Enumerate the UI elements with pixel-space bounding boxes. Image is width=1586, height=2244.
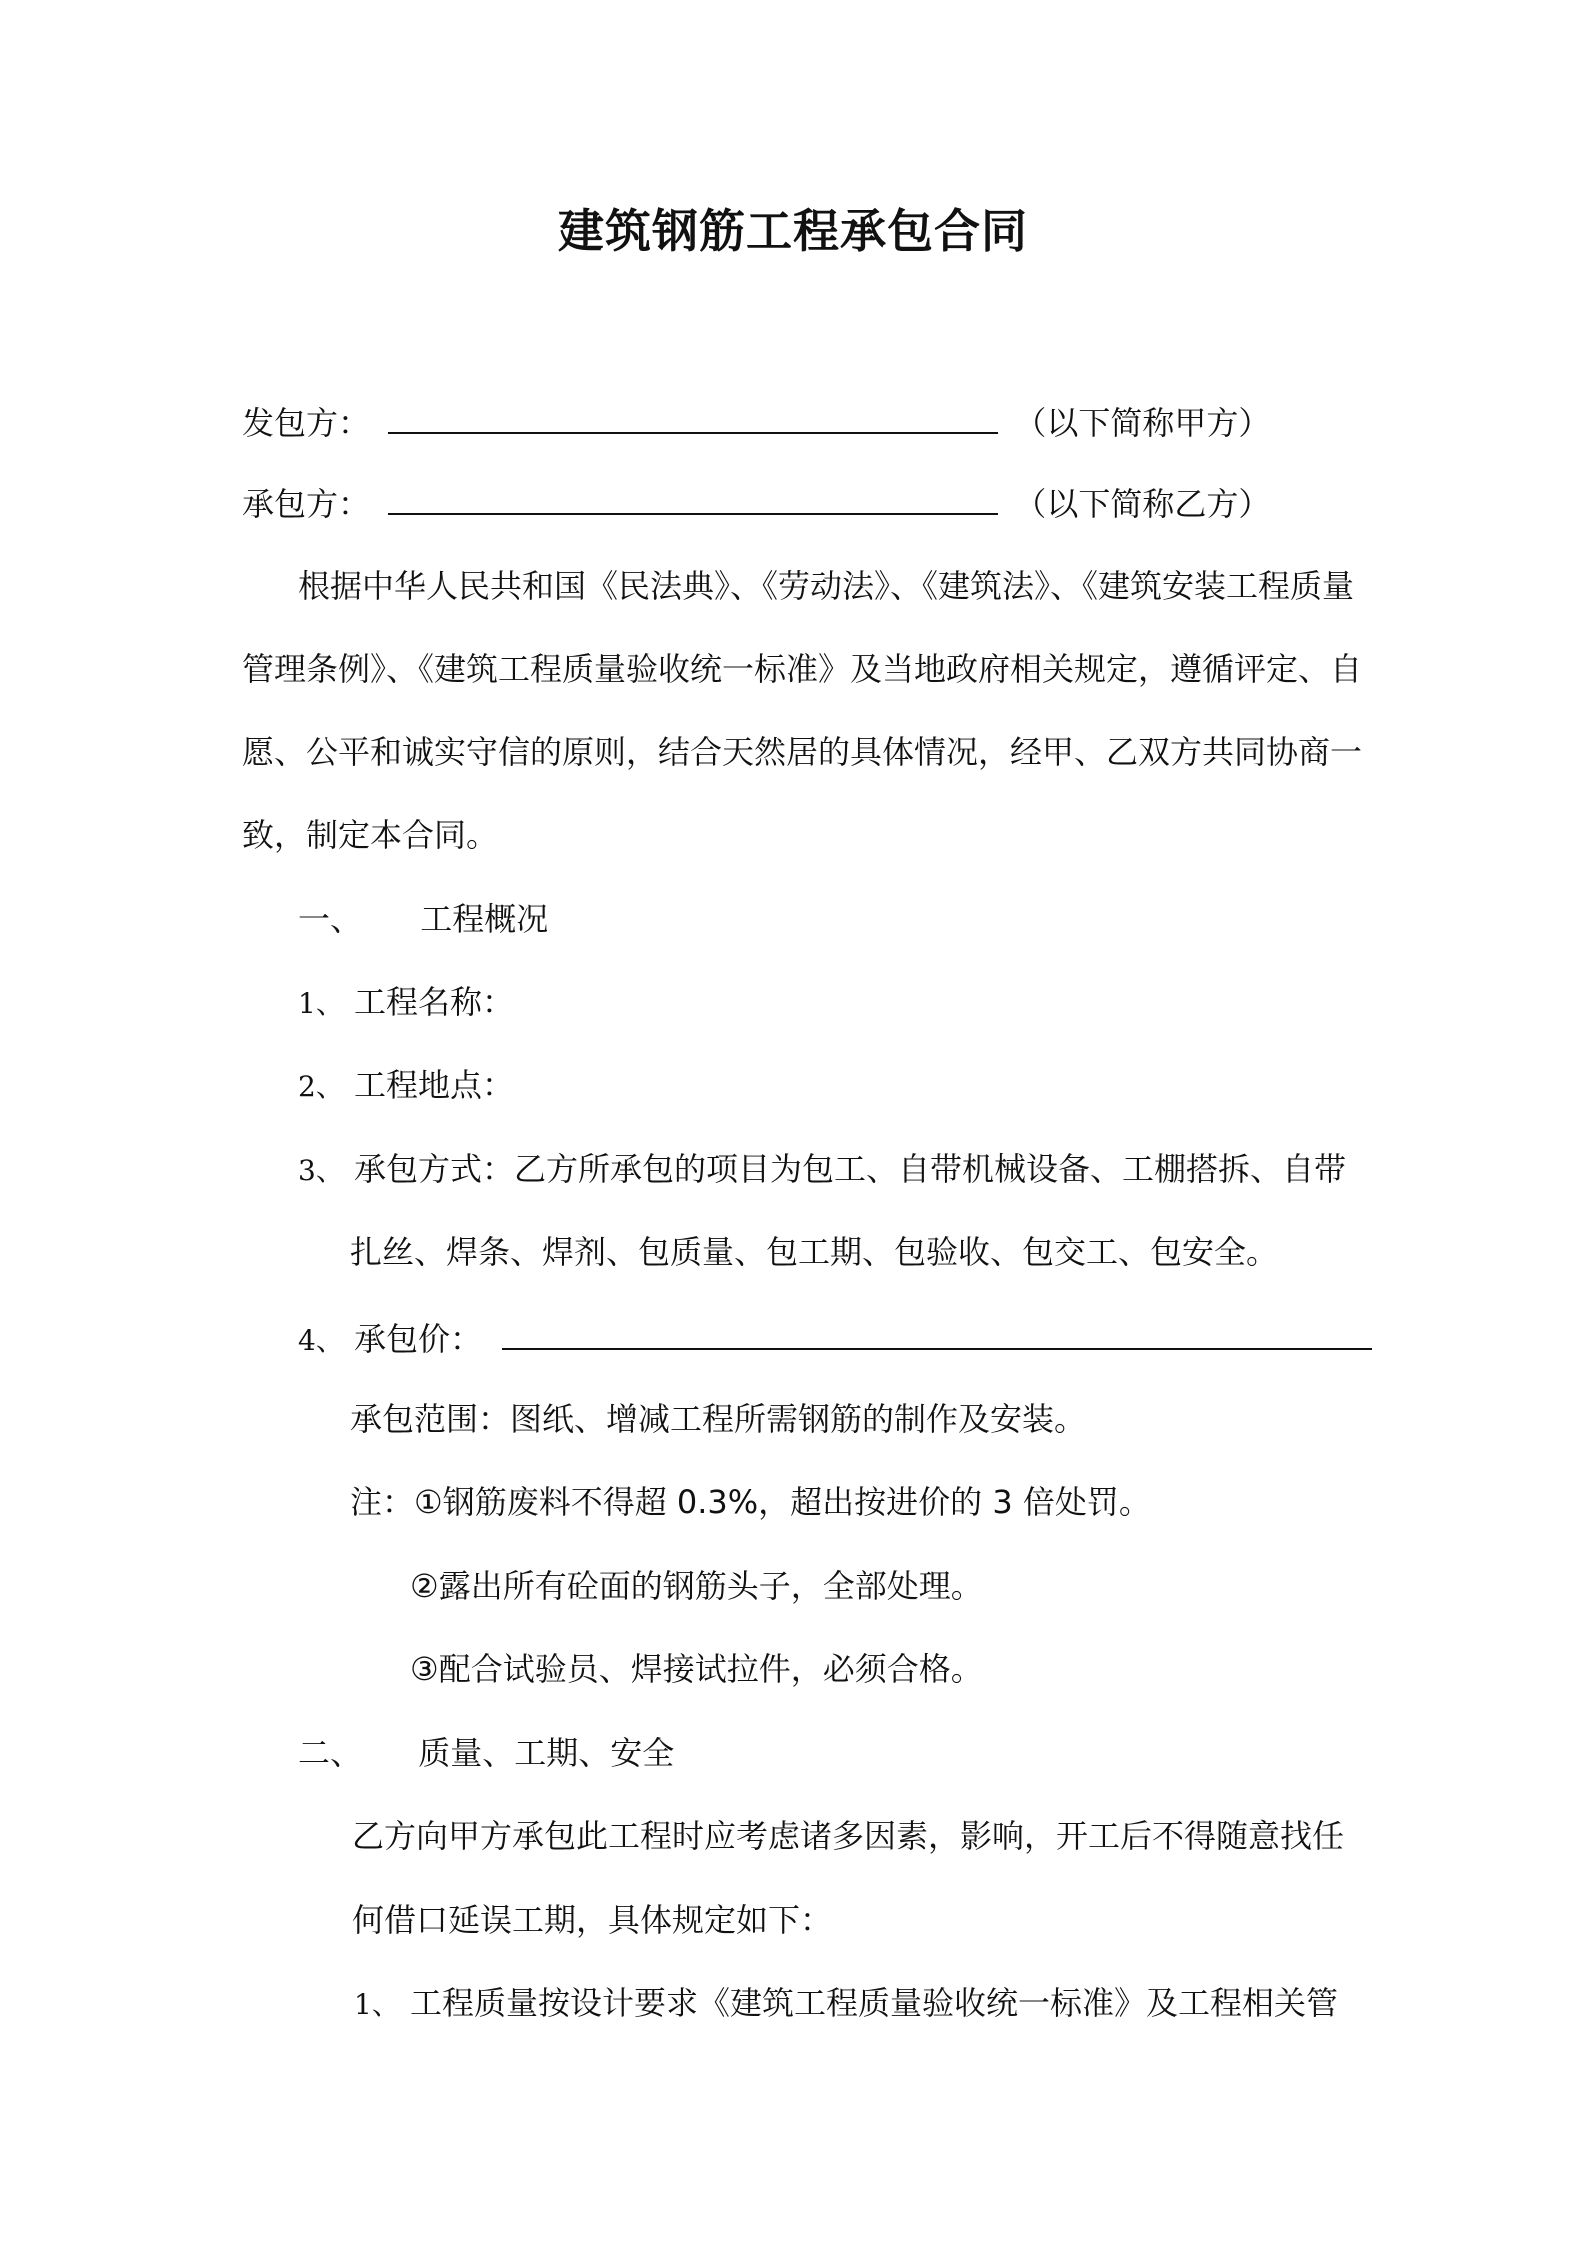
- item-2-text: 工程地点：: [354, 1066, 515, 1104]
- item-1-text: 工程名称：: [354, 983, 515, 1021]
- section-1-heading: [298, 900, 549, 938]
- note-2: ②露出所有砼面的钢筋头子，全部处理。: [410, 1567, 983, 1605]
- employer-label: 发包方：: [242, 404, 371, 442]
- item-3-number: 3、: [298, 1154, 344, 1187]
- section-2-item-1-text: 工程质量按设计要求《建筑工程质量验收统一标准》及工程相关管: [410, 1984, 1339, 2022]
- item-3-contract-method: [298, 1150, 1347, 1188]
- item-3-text: 承包方式：乙方所承包的项目为包工、自带机械设备、工棚搭拆、自带: [354, 1150, 1347, 1188]
- section-2-title: 质量、工期、安全: [418, 1734, 675, 1772]
- item-4-contract-price: [298, 1320, 1372, 1358]
- item-2-number: 2、: [298, 1070, 344, 1103]
- contractor-name-blank[interactable]: [388, 485, 998, 515]
- section-1-number: 一、: [298, 900, 363, 938]
- note-1: 注：①钢筋废料不得超 0.3%，超出按进价的 3 倍处罚。: [350, 1483, 1151, 1521]
- section-2-number: 二、: [298, 1734, 363, 1772]
- note-3: ③配合试验员、焊接试拉件，必须合格。: [410, 1650, 983, 1688]
- item-4-text: 承包价：: [354, 1320, 483, 1358]
- section-2-item-1: [354, 1984, 1339, 2022]
- preamble-line-3: 愿、公平和诚实守信的原则，结合天然居的具体情况，经甲、乙双方共同协商一: [242, 733, 1363, 771]
- item-4-number: 4、: [298, 1324, 344, 1357]
- contractor-label: 承包方：: [242, 485, 371, 523]
- employer-name-blank[interactable]: [388, 404, 998, 434]
- item-3-continuation: 扎丝、焊条、焊剂、包质量、包工期、包验收、包交工、包安全。: [350, 1233, 1279, 1271]
- preamble-line-2: 管理条例》、《建筑工程质量验收统一标准》及当地政府相关规定，遵循评定、自: [242, 650, 1363, 688]
- section-1-title: 工程概况: [420, 900, 549, 938]
- employer-suffix: （以下简称甲方）: [1014, 404, 1271, 442]
- item-1-number: 1、: [298, 987, 344, 1020]
- contractor-line: [242, 485, 1271, 523]
- preamble-line-1: 根据中华人民共和国《民法典》、《劳动法》、《建筑法》、《建筑安装工程质量: [298, 567, 1355, 605]
- section-2-intro-line-1: 乙方向甲方承包此工程时应考虑诸多因素，影响，开工后不得随意找任: [352, 1817, 1345, 1855]
- contractor-suffix: （以下简称乙方）: [1014, 485, 1271, 523]
- document-title: 建筑钢筋工程承包合同: [558, 204, 1028, 258]
- item-1-project-name: [298, 983, 515, 1021]
- contract-scope: 承包范围：图纸、增减工程所需钢筋的制作及安装。: [350, 1400, 1087, 1438]
- contract-price-blank[interactable]: [502, 1320, 1372, 1350]
- preamble-line-4: 致，制定本合同。: [242, 816, 499, 854]
- item-2-project-location: [298, 1066, 515, 1104]
- section-2-heading: [298, 1734, 675, 1772]
- section-2-intro-line-2: 何借口延误工期，具体规定如下：: [352, 1901, 833, 1939]
- section-2-item-1-number: 1、: [354, 1988, 400, 2021]
- employer-line: [242, 404, 1271, 442]
